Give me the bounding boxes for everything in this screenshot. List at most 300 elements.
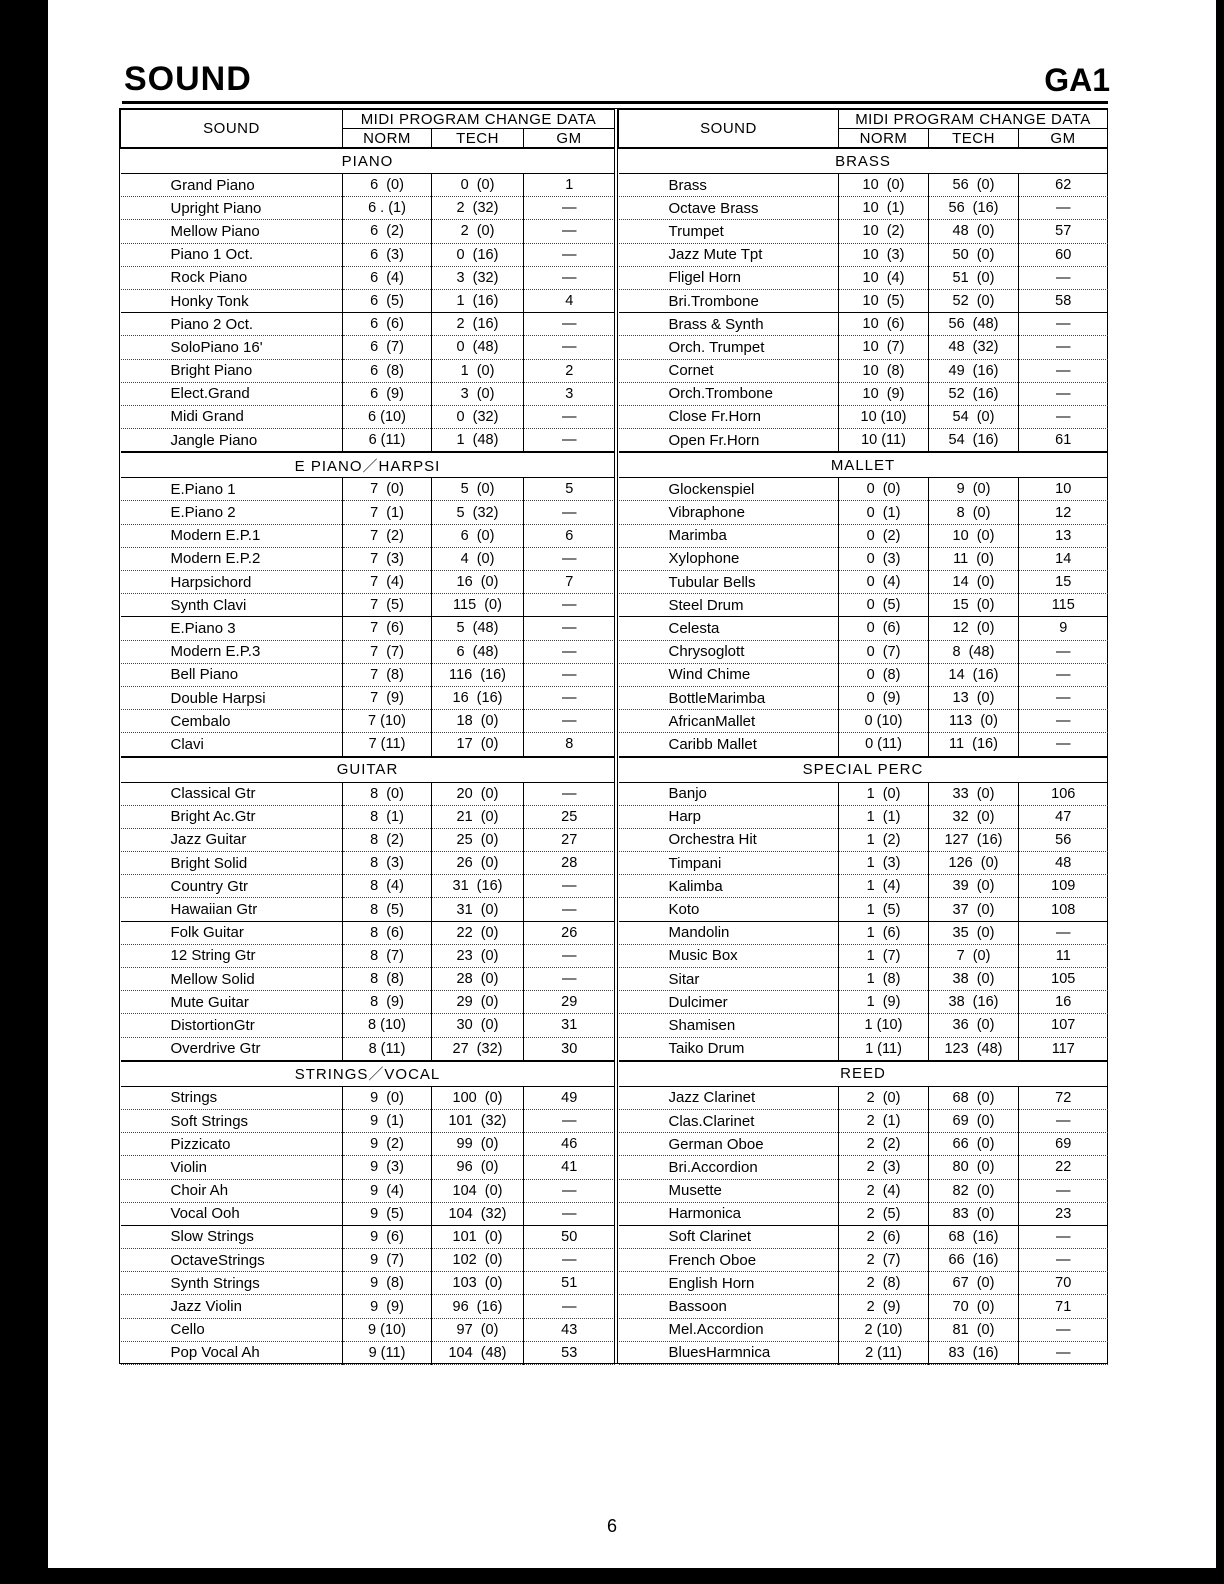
gm-value: 69 [1019,1133,1108,1156]
sound-row [121,289,615,312]
norm-value: 8 (1) [343,805,432,828]
tech-value: 2 (0) [432,220,524,243]
sound-row [121,991,615,1014]
gm-value: 22 [1019,1156,1108,1179]
norm-value: 7 (1) [343,501,432,524]
tech-value: 82 (0) [929,1179,1019,1202]
tech-value: 21 (0) [432,805,524,828]
norm-value: 7 (11) [343,733,432,757]
gm-value: 70 [1019,1272,1108,1295]
tech-value: 14 (0) [929,571,1019,594]
sound-row [121,1037,615,1061]
sound-name: Bri.Accordion [619,1156,839,1179]
sound-name: Sitar [619,968,839,991]
tech-value: 7 (0) [929,944,1019,967]
norm-value: 8 (10) [343,1014,432,1037]
tech-value: 99 (0) [432,1133,524,1156]
norm-value: 9 (11) [343,1341,432,1364]
sound-name: Trumpet [619,220,839,243]
sound-table-left [120,109,614,1363]
norm-value: 1 (11) [839,1037,929,1061]
sound-name: DistortionGtr [121,1014,343,1037]
sound-row [619,524,1108,547]
scan-edge-left [0,0,48,1584]
tech-value: 52 (16) [929,382,1019,405]
gm-value: — [1019,1225,1108,1248]
norm-value: 0 (8) [839,663,929,686]
sound-row [121,733,615,757]
tech-value: 37 (0) [929,898,1019,921]
sound-row [619,405,1108,428]
sound-row [619,1133,1108,1156]
sound-row [121,1341,615,1364]
gm-value: — [524,617,615,640]
norm-value: 10 (10) [839,405,929,428]
category-row [121,452,615,478]
sound-row [121,359,615,382]
tech-value: 48 (32) [929,336,1019,359]
norm-value: 10 (9) [839,382,929,405]
norm-value: 6 (10) [343,405,432,428]
sound-row [619,968,1108,991]
sound-row [619,1109,1108,1132]
category-title: PIANO [121,148,615,174]
sound-row [619,1156,1108,1179]
norm-value: 0 (7) [839,640,929,663]
norm-value: 8 (9) [343,991,432,1014]
tech-value: 56 (0) [929,174,1019,197]
norm-value: 7 (2) [343,524,432,547]
sound-name: Piano 2 Oct. [121,313,343,336]
right-table [618,109,1108,1365]
category-title: STRINGS／VOCAL [121,1061,615,1087]
norm-value: 9 (10) [343,1318,432,1341]
tech-value: 8 (0) [929,501,1019,524]
norm-value: 1 (10) [839,1014,929,1037]
gm-value: 57 [1019,220,1108,243]
sound-name: Mellow Solid [121,968,343,991]
sound-name: BottleMarimba [619,686,839,709]
tech-value: 28 (0) [432,968,524,991]
sound-row [121,1156,615,1179]
tech-value: 17 (0) [432,733,524,757]
sound-name: Violin [121,1156,343,1179]
category-row [619,757,1108,783]
sound-name: OctaveStrings [121,1249,343,1272]
norm-value: 10 (0) [839,174,929,197]
tech-value: 8 (48) [929,640,1019,663]
tech-value: 1 (48) [432,429,524,453]
tech-value: 116 (16) [432,663,524,686]
gm-value: — [524,429,615,453]
norm-value: 1 (9) [839,991,929,1014]
gm-value: 107 [1019,1014,1108,1037]
norm-value: 2 (2) [839,1133,929,1156]
sound-row [121,921,615,944]
sound-row [619,944,1108,967]
sound-row [121,875,615,898]
tech-value: 83 (0) [929,1202,1019,1225]
sound-row [619,991,1108,1014]
norm-value: 6 (9) [343,382,432,405]
sound-name: Grand Piano [121,174,343,197]
sound-name: Soft Clarinet [619,1225,839,1248]
sound-name: Shamisen [619,1014,839,1037]
gm-value: — [524,1109,615,1132]
sound-name: Harmonica [619,1202,839,1225]
sound-row [619,501,1108,524]
norm-value: 1 (2) [839,828,929,851]
norm-value: 8 (7) [343,944,432,967]
sound-row [121,243,615,266]
sound-name: Chrysoglott [619,640,839,663]
norm-value: 8 (11) [343,1037,432,1061]
tech-value: 69 (0) [929,1109,1019,1132]
sound-name: Timpani [619,852,839,875]
gm-value: 15 [1019,571,1108,594]
sound-name: Honky Tonk [121,289,343,312]
tech-value: 29 (0) [432,991,524,1014]
norm-value: 7 (5) [343,594,432,617]
sound-name: German Oboe [619,1133,839,1156]
header-row [121,110,615,129]
gm-value: 25 [524,805,615,828]
sound-table-right [618,109,1107,1363]
sound-row [619,1179,1108,1202]
norm-value: 10 (6) [839,313,929,336]
tech-value: 96 (0) [432,1156,524,1179]
gm-value: 7 [524,571,615,594]
norm-value: 10 (11) [839,429,929,453]
sound-name: AfricanMallet [619,710,839,733]
sound-row [121,266,615,289]
sound-row [121,1133,615,1156]
header-tech: TECH [929,129,1019,149]
gm-value: 2 [524,359,615,382]
norm-value: 9 (1) [343,1109,432,1132]
sound-name: Tubular Bells [619,571,839,594]
norm-value: 9 (0) [343,1086,432,1109]
gm-value: 13 [1019,524,1108,547]
sound-name: Xylophone [619,547,839,570]
gm-value: — [524,1202,615,1225]
tech-value: 113 (0) [929,710,1019,733]
sound-row [619,1318,1108,1341]
sound-name: Choir Ah [121,1179,343,1202]
sound-name: Steel Drum [619,594,839,617]
norm-value: 1 (8) [839,968,929,991]
sound-name: Upright Piano [121,197,343,220]
sound-name: Bright Ac.Gtr [121,805,343,828]
norm-value: 2 (10) [839,1318,929,1341]
norm-value: 8 (8) [343,968,432,991]
norm-value: 1 (7) [839,944,929,967]
tech-value: 102 (0) [432,1249,524,1272]
gm-value: 62 [1019,174,1108,197]
sound-name: Modern E.P.3 [121,640,343,663]
title-rule [122,101,1108,104]
gm-value: — [524,898,615,921]
tech-value: 56 (48) [929,313,1019,336]
norm-value: 6 (7) [343,336,432,359]
header-tech: TECH [432,129,524,149]
tech-value: 104 (48) [432,1341,524,1364]
tech-value: 31 (0) [432,898,524,921]
sound-name: Caribb Mallet [619,733,839,757]
tech-value: 66 (0) [929,1133,1019,1156]
header-norm: NORM [839,129,929,149]
scan-edge-bottom [0,1568,1224,1584]
sound-name: Slow Strings [121,1225,343,1248]
tech-value: 2 (32) [432,197,524,220]
sound-name: Elect.Grand [121,382,343,405]
tech-value: 83 (16) [929,1341,1019,1364]
header-sound: SOUND [121,110,343,149]
sound-row [619,174,1108,197]
norm-value: 0 (4) [839,571,929,594]
sound-name: Modern E.P.1 [121,524,343,547]
header-midi: MIDI PROGRAM CHANGE DATA [839,110,1108,129]
sound-name: Harpsichord [121,571,343,594]
sound-name: Fligel Horn [619,266,839,289]
tech-value: 39 (0) [929,875,1019,898]
gm-value: — [524,405,615,428]
tech-value: 9 (0) [929,478,1019,501]
page-title: SOUND [124,60,252,98]
norm-value: 9 (3) [343,1156,432,1179]
gm-value: 41 [524,1156,615,1179]
sound-row [619,1295,1108,1318]
norm-value: 0 (1) [839,501,929,524]
sound-row [619,1272,1108,1295]
sound-row [619,663,1108,686]
gm-value: — [524,501,615,524]
sound-row [619,686,1108,709]
sound-name: Synth Clavi [121,594,343,617]
norm-value: 2 (1) [839,1109,929,1132]
sound-row [121,524,615,547]
sound-name: Music Box [619,944,839,967]
tech-value: 126 (0) [929,852,1019,875]
gm-value: — [1019,336,1108,359]
sound-name: Bassoon [619,1295,839,1318]
sound-name: Clas.Clarinet [619,1109,839,1132]
sound-row [121,174,615,197]
tech-value: 56 (16) [929,197,1019,220]
norm-value: 6 (5) [343,289,432,312]
sound-row [619,1249,1108,1272]
gm-value: — [1019,921,1108,944]
sound-name: Modern E.P.2 [121,547,343,570]
sound-name: French Oboe [619,1249,839,1272]
tech-value: 70 (0) [929,1295,1019,1318]
sound-name: E.Piano 3 [121,617,343,640]
sound-name: BluesHarmnica [619,1341,839,1364]
gm-value: 29 [524,991,615,1014]
sound-row [619,429,1108,453]
norm-value: 6 (0) [343,174,432,197]
norm-value: 9 (5) [343,1202,432,1225]
norm-value: 0 (5) [839,594,929,617]
sound-row [121,1249,615,1272]
gm-value: — [524,875,615,898]
tech-value: 32 (0) [929,805,1019,828]
gm-value: 117 [1019,1037,1108,1061]
sound-name: E.Piano 2 [121,501,343,524]
gm-value: 23 [1019,1202,1108,1225]
tech-value: 33 (0) [929,782,1019,805]
tech-value: 115 (0) [432,594,524,617]
sound-row [619,1225,1108,1248]
gm-value: 28 [524,852,615,875]
tech-value: 100 (0) [432,1086,524,1109]
tech-value: 12 (0) [929,617,1019,640]
gm-value: — [1019,197,1108,220]
sound-name: Country Gtr [121,875,343,898]
tech-value: 26 (0) [432,852,524,875]
tech-value: 52 (0) [929,289,1019,312]
gm-value: — [524,266,615,289]
sound-row [619,313,1108,336]
sound-name: Close Fr.Horn [619,405,839,428]
sound-row [619,571,1108,594]
tech-value: 104 (32) [432,1202,524,1225]
sound-row [121,501,615,524]
gm-value: 5 [524,478,615,501]
page-number: 6 [606,1516,617,1536]
tech-value: 1 (16) [432,289,524,312]
sound-name: Hawaiian Gtr [121,898,343,921]
sound-name: Clavi [121,733,343,757]
sound-row [121,1295,615,1318]
gm-value: 47 [1019,805,1108,828]
gm-value: 11 [1019,944,1108,967]
sound-row [121,617,615,640]
sound-row [619,875,1108,898]
norm-value: 10 (3) [839,243,929,266]
sound-name: Cornet [619,359,839,382]
gm-value: 31 [524,1014,615,1037]
sound-name: Brass [619,174,839,197]
sound-row [121,197,615,220]
sound-row [121,1272,615,1295]
gm-value: 71 [1019,1295,1108,1318]
tech-value: 13 (0) [929,686,1019,709]
sound-name: Strings [121,1086,343,1109]
norm-value: 7 (7) [343,640,432,663]
gm-value: — [1019,686,1108,709]
tech-value: 16 (0) [432,571,524,594]
sound-name: Octave Brass [619,197,839,220]
left-table [120,109,615,1365]
sound-row [619,220,1108,243]
sound-name: Rock Piano [121,266,343,289]
gm-value: — [524,547,615,570]
sound-row [121,852,615,875]
sound-row [121,1086,615,1109]
tech-value: 97 (0) [432,1318,524,1341]
sound-row [121,336,615,359]
tech-value: 81 (0) [929,1318,1019,1341]
tech-value: 3 (32) [432,266,524,289]
norm-value: 0 (2) [839,524,929,547]
category-row [121,757,615,783]
sound-name: Classical Gtr [121,782,343,805]
norm-value: 9 (2) [343,1133,432,1156]
gm-value: — [1019,1109,1108,1132]
sound-name: Soft Strings [121,1109,343,1132]
gm-value: 27 [524,828,615,851]
tech-value: 0 (0) [432,174,524,197]
tech-value: 22 (0) [432,921,524,944]
tech-value: 38 (16) [929,991,1019,1014]
tech-value: 16 (16) [432,686,524,709]
norm-value: 8 (3) [343,852,432,875]
gm-value: — [524,1249,615,1272]
scan-edge-right [1216,0,1224,1584]
category-row [619,452,1108,478]
sound-row [121,547,615,570]
sound-name: Harp [619,805,839,828]
tech-value: 23 (0) [432,944,524,967]
tech-value: 1 (0) [432,359,524,382]
gm-value: — [524,686,615,709]
norm-value: 6 (11) [343,429,432,453]
gm-value: — [1019,1318,1108,1341]
gm-value: — [524,336,615,359]
norm-value: 2 (9) [839,1295,929,1318]
norm-value: 2 (5) [839,1202,929,1225]
norm-value: 7 (10) [343,710,432,733]
sound-row [121,782,615,805]
norm-value: 9 (9) [343,1295,432,1318]
sound-row [619,805,1108,828]
tech-value: 18 (0) [432,710,524,733]
sound-row [619,782,1108,805]
tech-value: 68 (0) [929,1086,1019,1109]
tech-value: 10 (0) [929,524,1019,547]
tech-value: 127 (16) [929,828,1019,851]
tech-value: 15 (0) [929,594,1019,617]
sound-name: Synth Strings [121,1272,343,1295]
sound-row [619,1014,1108,1037]
sound-row [121,805,615,828]
gm-value: — [1019,1341,1108,1364]
sound-row [121,382,615,405]
gm-value: — [1019,1179,1108,1202]
norm-value: 1 (1) [839,805,929,828]
tech-value: 27 (32) [432,1037,524,1061]
sound-row [121,686,615,709]
tech-value: 0 (16) [432,243,524,266]
tech-value: 80 (0) [929,1156,1019,1179]
sound-name: Marimba [619,524,839,547]
header-gm: GM [524,129,615,149]
tech-value: 25 (0) [432,828,524,851]
gm-value: 6 [524,524,615,547]
tech-value: 54 (0) [929,405,1019,428]
sound-row [121,313,615,336]
tech-value: 2 (16) [432,313,524,336]
sound-row [619,289,1108,312]
tech-value: 6 (48) [432,640,524,663]
sound-name: Vibraphone [619,501,839,524]
sound-row [619,243,1108,266]
tech-value: 101 (0) [432,1225,524,1248]
sound-name: Banjo [619,782,839,805]
sound-name: Pop Vocal Ah [121,1341,343,1364]
tech-value: 68 (16) [929,1225,1019,1248]
